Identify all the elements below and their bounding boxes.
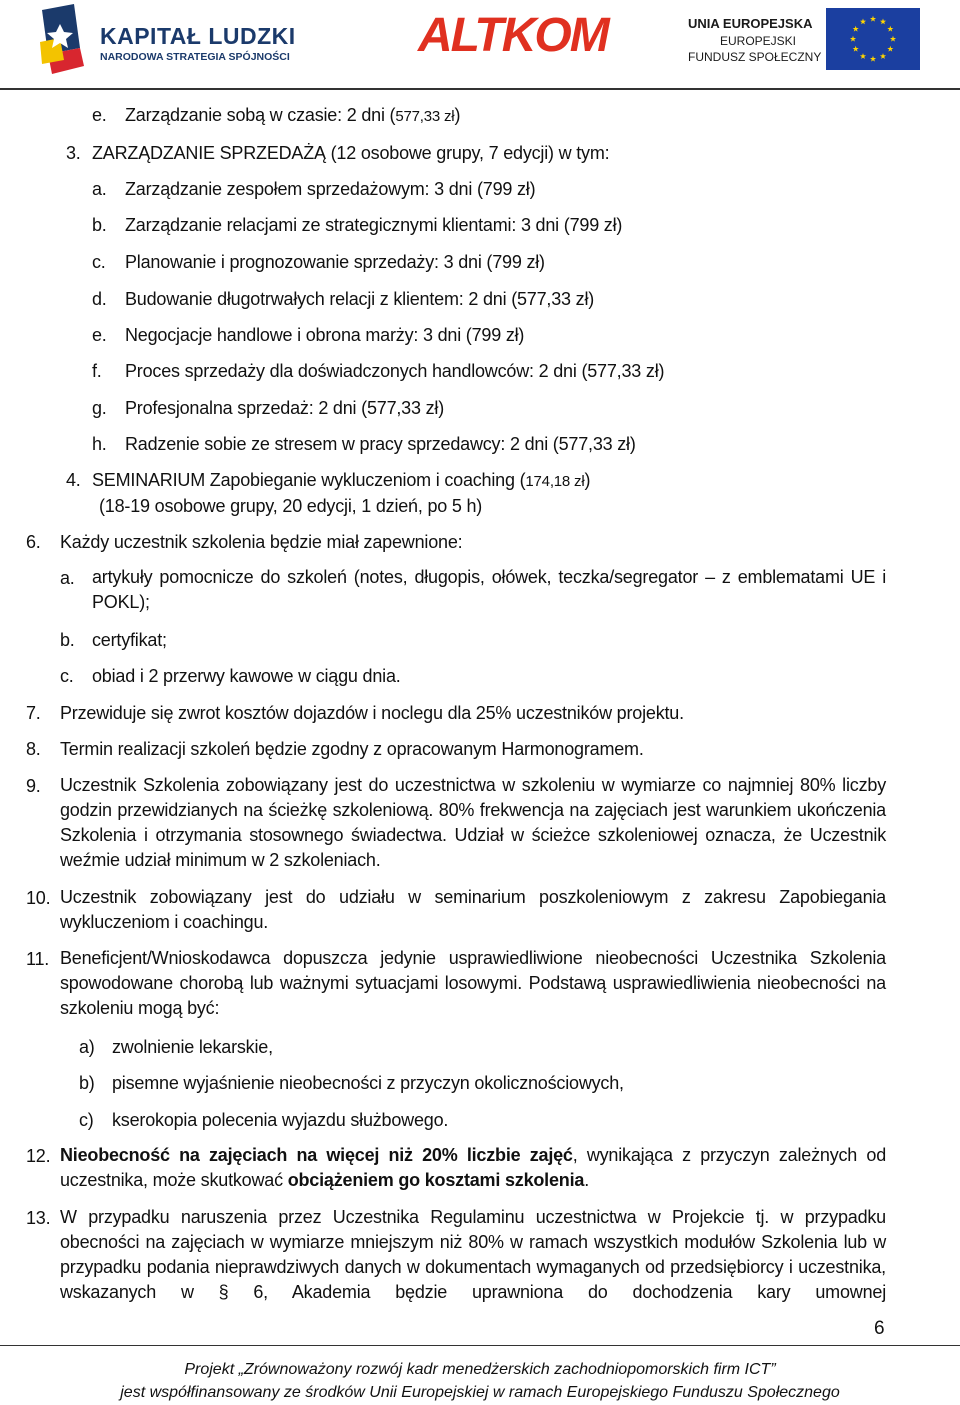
list-item-text: ZARZĄDZANIE SPRZEDAŻĄ (12 osobowe grupy, 7 edycji) w tym: — [92, 143, 610, 163]
item-6-a-text: artykuły pomocnicze do szkoleń (notes, długopis, ołówek, teczka/segregator – z emblematami UE i POKL); — [92, 567, 886, 612]
list-item-label: a) — [79, 1037, 95, 1057]
item-10-text: Uczestnik zobowiązany jest do udziału w seminarium poszkoleniowym z zakresu Zapobiegania wykluczeniom i coachingu. — [60, 887, 886, 932]
list-item-label: g. — [92, 398, 107, 418]
item-7 — [26, 702, 684, 724]
list-item-text: Profesjonalna sprzedaż: 2 dni (577,33 zł) — [125, 398, 444, 418]
list-item-text: kserokopia polecenia wyjazdu służbowego. — [112, 1110, 449, 1130]
list-item-label: e. — [92, 325, 107, 345]
page-header — [0, 0, 960, 90]
item-8 — [26, 738, 644, 760]
altkom-logo — [418, 6, 608, 76]
list-item-label: a. — [92, 179, 107, 199]
item-9-text: Uczestnik Szkolenia zobowiązany jest do uczestnictwa w szkoleniu w wymiarze co najmniej 80% liczby godzin przewidzianych na ścieżkę szkoleniową. 80% frekwencja na zajęciach jest warunkiem ukończenia Szkolenia i otrzymania stosownego świadectwa. Udział w ścieżce szkoleniowej oznacza, że Uczestnik weźmie udział minimum w 2 szkoleniach. — [60, 775, 886, 870]
item-13-label: 13. — [26, 1208, 51, 1228]
price-text: 577,33 zł — [395, 108, 455, 125]
kapital-ludzki-flag-icon — [34, 4, 96, 80]
list-item-text: Planowanie i prognozowanie sprzedaży: 3 dni (799 zł) — [125, 252, 545, 272]
kapital-ludzki-subtitle: NARODOWA STRATEGIA SPÓJNOŚCI — [100, 51, 290, 63]
list-item-text: certyfikat; — [92, 630, 167, 650]
footer-line-1: Projekt „Zrównoważony rozwój kadr menedżerskich zachodniopomorskich firm ICT” — [184, 1361, 776, 1378]
list-item-label: 4. — [66, 470, 81, 490]
section-title-seminar: 4. SEMINARIUM Zapobieganie wykluczeniom i coaching (174,18 zł) — [66, 470, 591, 490]
list-item-label: h. — [92, 434, 107, 454]
list-item-h — [92, 433, 636, 455]
footer-divider — [0, 1345, 960, 1346]
list-item-text: obiad i 2 przerwy kawowe w ciągu dnia. — [92, 666, 401, 686]
list-item-label: b) — [79, 1073, 95, 1093]
list-item-e-time: e. Zarządzanie sobą w czasie: 2 dni (577,33 zł) — [92, 105, 461, 125]
item-10-label: 10. — [26, 888, 51, 908]
section-title-sales — [66, 142, 610, 164]
list-item-label: b. — [60, 630, 75, 650]
list-item-g — [92, 397, 444, 419]
eu-line-3: FUNDUSZ SPOŁECZNY — [688, 50, 822, 64]
list-item-text: Zarządzanie relacjami ze strategicznymi klientami: 3 dni (799 zł) — [125, 215, 623, 235]
list-item-e — [92, 324, 525, 346]
footer-line-2: jest współfinansowany ze środków Unii Europejskiej w ramach Europejskiego Funduszu Społecznego — [120, 1384, 840, 1401]
seminar-details: (18-19 osobowe grupy, 20 edycji, 1 dzień, po 5 h) — [99, 496, 483, 516]
eu-flag-icon — [826, 8, 920, 70]
page-footer — [0, 1358, 960, 1404]
list-item-text: Termin realizacji szkoleń będzie zgodny z opracowanym Harmonogramem. — [60, 739, 644, 759]
kapital-ludzki-title: KAPITAŁ LUDZKI — [100, 23, 296, 49]
list-item-label: f. — [92, 361, 102, 381]
list-item-label: 8. — [26, 739, 41, 759]
eu-line-2: EUROPEJSKI — [720, 34, 797, 48]
list-item-label: d. — [92, 289, 107, 309]
list-item-text: Przewiduje się zwrot kosztów dojazdów i noclegu dla 25% uczestników projektu. — [60, 703, 684, 723]
list-item-text: Zarządzanie sobą w czasie: 2 dni ( — [125, 105, 396, 125]
list-item-d — [92, 288, 595, 310]
list-item-text: Proces sprzedaży dla doświadczonych handlowców: 2 dni (577,33 zł) — [125, 361, 665, 381]
list-item-b — [92, 214, 623, 236]
item-12-text: Nieobecność na zajęciach na więcej niż 20% liczbie zajęć, wynikająca z przyczyn zależnych od uczestnika, może skutkować obciążeniem go kosztami szkolenia. — [60, 1145, 887, 1190]
item-11-label: 11. — [26, 949, 50, 969]
list-item-text: Radzenie sobie ze stresem w pracy sprzedawcy: 2 dni (577,33 zł) — [125, 434, 636, 454]
list-item-a — [92, 178, 536, 200]
item-12-label: 12. — [26, 1146, 51, 1166]
list-item-label: 3. — [66, 143, 81, 163]
item-6-title — [26, 531, 463, 553]
eu-logo — [688, 8, 924, 74]
eu-line-1: UNIA EUROPEJSKA — [688, 16, 813, 31]
item-6-a-label: a. — [60, 568, 75, 588]
price-text: 174,18 zł — [525, 473, 585, 490]
list-item-text: Budowanie długotrwałych relacji z klientem: 2 dni (577,33 zł) — [125, 289, 595, 309]
list-item-text: zwolnienie lekarskie, — [112, 1037, 273, 1057]
list-item-text: Negocjacje handlowe i obrona marży: 3 dni (799 zł) — [125, 325, 525, 345]
list-item-text: SEMINARIUM Zapobieganie wykluczeniom i coaching ( — [92, 470, 526, 490]
item-9-label: 9. — [26, 776, 41, 796]
list-item-label: 7. — [26, 703, 41, 723]
list-item-label: c. — [60, 666, 74, 686]
list-item-label: c. — [92, 252, 106, 272]
item-6-b — [60, 629, 167, 651]
item-11-c — [79, 1109, 449, 1131]
altkom-wordmark: ALTKOM — [418, 9, 608, 62]
item-11-text: Beneficjent/Wnioskodawca dopuszcza jedynie usprawiedliwione nieobecności Uczestnika Szkolenia spowodowane chorobą lub ważnymi sytuacjami losowymi. Podstawą usprawiedliwienia nieobecności na szkoleniu mogą być: — [60, 948, 886, 1018]
list-item-label: b. — [92, 215, 107, 235]
kapital-ludzki-logo — [34, 4, 294, 80]
list-item-label: e. — [92, 105, 107, 125]
bold-phrase: Nieobecność na zajęciach na więcej niż 20% liczbie zajęć — [60, 1145, 573, 1165]
item-11-a — [79, 1036, 273, 1058]
item-13-text: W przypadku naruszenia przez Uczestnika Regulaminu uczestnictwa w Projekcie tj. w przypadku obecności na zajęciach w wymiarze mniejszym niż 80% w ramach wszystkich modułów Szkolenia lub w przypadku podania nieprawdziwych danych w dokumentach wymaganych od przedsiębiorcy i uczestnika, wskazanych w § 6, Akademia będzie uprawniona do dochodzenia kary umownej — [60, 1207, 886, 1302]
page-number: 6 — [874, 1318, 885, 1339]
list-item-label: 6. — [26, 532, 41, 552]
bold-phrase: obciążeniem go kosztami szkolenia — [287, 1170, 585, 1190]
list-item-label: c) — [79, 1110, 94, 1130]
item-11-b — [79, 1072, 624, 1094]
list-item-text: pisemne wyjaśnienie nieobecności z przyczyn okolicznościowych, — [112, 1073, 624, 1093]
list-item-c — [92, 251, 545, 273]
list-item-f — [92, 360, 665, 382]
list-item-text: Zarządzanie zespołem sprzedażowym: 3 dni (799 zł) — [125, 179, 536, 199]
list-item-text: Każdy uczestnik szkolenia będzie miał zapewnione: — [60, 532, 463, 552]
item-6-c — [60, 665, 401, 687]
